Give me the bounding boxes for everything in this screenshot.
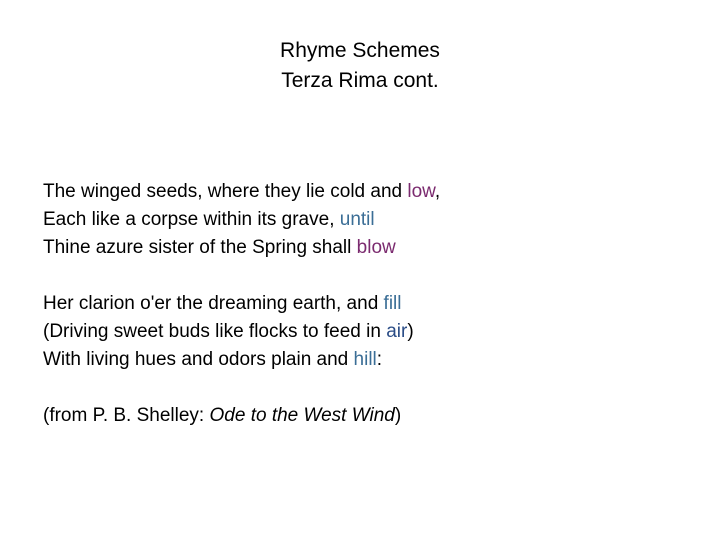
line-text: (Driving sweet buds like flocks to feed in [43,321,387,342]
rhyme-word: fill [383,293,402,314]
stanza-2 [43,290,703,374]
rhyme-word: blow [356,237,396,258]
line-text: Each like a corpse within its grave, [43,209,340,230]
rhyme-word: hill [353,349,377,370]
poem-excerpt [43,178,703,430]
poem-line [43,290,703,318]
slide-title [0,36,720,96]
line-punctuation: ) [407,321,414,342]
attribution-work-title: Ode to the West Wind [209,405,395,426]
line-text: With living hues and odors plain and [43,349,354,370]
line-punctuation: , [434,181,441,202]
rhyme-word: until [339,209,375,230]
poem-line [43,178,703,206]
attribution [43,402,703,430]
poem-line [43,206,703,234]
rhyme-word: low [407,181,435,202]
title-line-2: Terza Rima cont. [281,69,439,92]
poem-line [43,234,703,262]
rhyme-word: air [386,321,408,342]
line-text: The winged seeds, where they lie cold and [43,181,408,202]
poem-line [43,318,703,346]
attribution-prefix: (from P. B. Shelley: [43,405,210,426]
line-punctuation: : [376,349,383,370]
line-text: Thine azure sister of the Spring shall [43,237,357,258]
attribution-suffix: ) [394,405,402,426]
poem-line [43,346,703,374]
stanza-1 [43,178,703,262]
line-text: Her clarion o'er the dreaming earth, and [43,293,384,314]
title-line-1: Rhyme Schemes [280,39,440,62]
